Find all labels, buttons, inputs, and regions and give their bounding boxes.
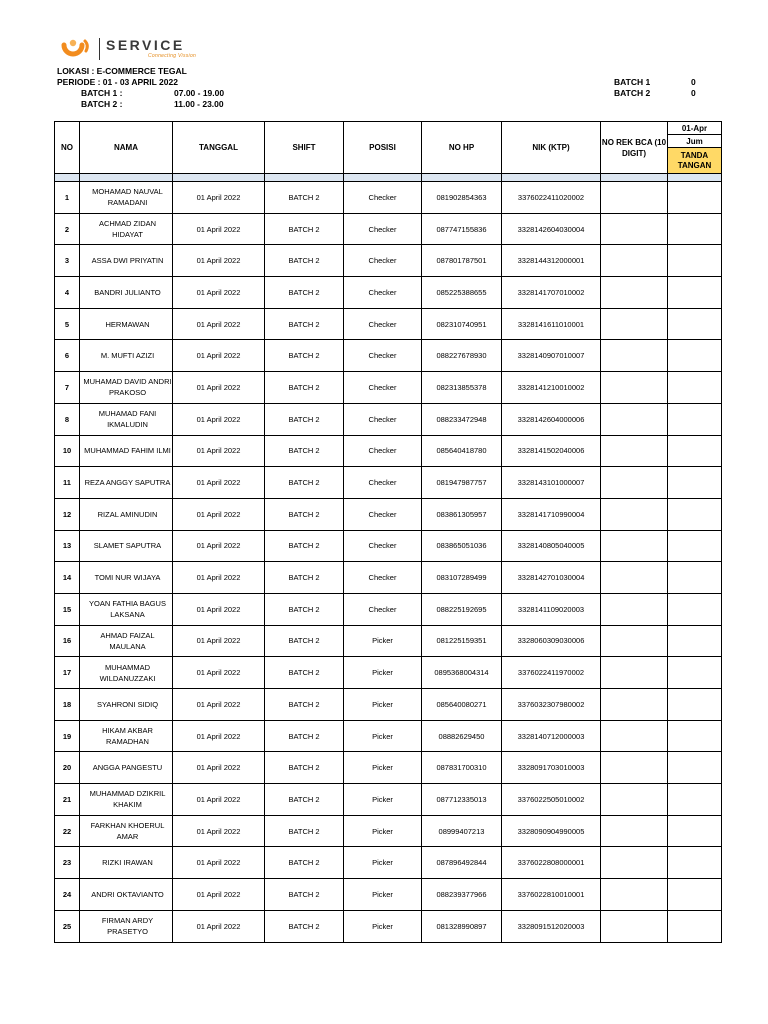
row-no-hp: 088233472948 <box>422 403 502 435</box>
row-no: 6 <box>55 340 80 372</box>
row-nik: 3328090904990005 <box>502 815 601 847</box>
row-no: 16 <box>55 625 80 657</box>
row-nama: ASSA DWI PRIYATIN <box>80 245 173 277</box>
row-no-hp: 085640418780 <box>422 435 502 467</box>
row-tanggal: 01 April 2022 <box>173 530 265 562</box>
row-posisi: Checker <box>344 403 422 435</box>
batch1-label: BATCH 1 : <box>81 88 123 98</box>
row-no: 2 <box>55 213 80 245</box>
row-shift: BATCH 2 <box>265 340 344 372</box>
row-no-hp: 087831700310 <box>422 752 502 784</box>
table-row <box>55 372 722 404</box>
row-no-hp: 088239377966 <box>422 879 502 911</box>
row-tanggal: 01 April 2022 <box>173 467 265 499</box>
row-tanggal: 01 April 2022 <box>173 625 265 657</box>
row-tanggal: 01 April 2022 <box>173 689 265 721</box>
row-nik: 3328142604030004 <box>502 213 601 245</box>
row-no-rek <box>601 910 668 942</box>
row-nik: 3328091512020003 <box>502 910 601 942</box>
row-nik: 3376022505010002 <box>502 784 601 816</box>
row-no-hp: 081225159351 <box>422 625 502 657</box>
row-nama: TOMI NUR WIJAYA <box>80 562 173 594</box>
row-no-rek <box>601 815 668 847</box>
row-tanda-tangan <box>668 340 722 372</box>
col-header-no-rek: NO REK BCA (10 DIGIT) <box>601 122 668 174</box>
row-no: 5 <box>55 308 80 340</box>
row-no-hp: 081947987757 <box>422 467 502 499</box>
row-nik: 3328140805040005 <box>502 530 601 562</box>
row-no-rek <box>601 530 668 562</box>
row-shift: BATCH 2 <box>265 530 344 562</box>
batch1-time: 07.00 - 19.00 <box>174 88 225 98</box>
row-posisi: Picker <box>344 815 422 847</box>
col-header-shift: SHIFT <box>265 122 344 174</box>
row-shift: BATCH 2 <box>265 498 344 530</box>
row-posisi: Picker <box>344 879 422 911</box>
summary-batch1-value: 0 <box>691 77 696 87</box>
summary-batch2-label: BATCH 2 <box>614 88 651 98</box>
row-tanda-tangan <box>668 593 722 625</box>
row-nama: MUHAMAD FANI IKMALUDIN <box>80 403 173 435</box>
periode-label: PERIODE : 01 - 03 APRIL 2022 <box>57 77 178 87</box>
row-tanda-tangan <box>668 467 722 499</box>
row-tanda-tangan <box>668 879 722 911</box>
row-no-hp: 081902854363 <box>422 182 502 214</box>
table-row <box>55 277 722 309</box>
col-header-date: 01-Apr <box>668 122 722 135</box>
row-tanda-tangan <box>668 625 722 657</box>
row-no-rek <box>601 879 668 911</box>
row-shift: BATCH 2 <box>265 625 344 657</box>
row-tanda-tangan <box>668 213 722 245</box>
row-tanggal: 01 April 2022 <box>173 213 265 245</box>
row-tanda-tangan <box>668 403 722 435</box>
table-row <box>55 562 722 594</box>
row-nama: M. MUFTI AZIZI <box>80 340 173 372</box>
row-no-hp: 087896492844 <box>422 847 502 879</box>
row-posisi: Picker <box>344 689 422 721</box>
row-nama: MOHAMAD NAUVAL RAMADANI <box>80 182 173 214</box>
col-header-nama: NAMA <box>80 122 173 174</box>
row-no-hp: 088225192695 <box>422 593 502 625</box>
table-row <box>55 784 722 816</box>
row-posisi: Picker <box>344 720 422 752</box>
row-tanggal: 01 April 2022 <box>173 498 265 530</box>
row-nik: 3328142604000006 <box>502 403 601 435</box>
row-tanggal: 01 April 2022 <box>173 372 265 404</box>
row-nama: MUHAMMAD FAHIM ILMI <box>80 435 173 467</box>
row-no-hp: 083865051036 <box>422 530 502 562</box>
table-row <box>55 593 722 625</box>
row-no-rek <box>601 498 668 530</box>
row-shift: BATCH 2 <box>265 847 344 879</box>
row-tanda-tangan <box>668 182 722 214</box>
row-tanda-tangan <box>668 308 722 340</box>
table-row <box>55 182 722 214</box>
row-posisi: Picker <box>344 752 422 784</box>
row-nama: FARKHAN KHOERUL AMAR <box>80 815 173 847</box>
row-nama: MUHAMMAD DZIKRIL KHAKIM <box>80 784 173 816</box>
row-posisi: Checker <box>344 467 422 499</box>
row-nama: REZA ANGGY SAPUTRA <box>80 467 173 499</box>
row-no-rek <box>601 467 668 499</box>
row-no-hp: 08882629450 <box>422 720 502 752</box>
table-row <box>55 720 722 752</box>
row-nik: 3376022810010001 <box>502 879 601 911</box>
row-shift: BATCH 2 <box>265 213 344 245</box>
table-row <box>55 815 722 847</box>
row-tanggal: 01 April 2022 <box>173 182 265 214</box>
row-no-hp: 085640080271 <box>422 689 502 721</box>
row-nik: 3328141707010002 <box>502 277 601 309</box>
row-tanda-tangan <box>668 245 722 277</box>
row-no-hp: 083107289499 <box>422 562 502 594</box>
row-no: 20 <box>55 752 80 784</box>
row-tanggal: 01 April 2022 <box>173 593 265 625</box>
row-no-hp: 08999407213 <box>422 815 502 847</box>
row-shift: BATCH 2 <box>265 562 344 594</box>
row-shift: BATCH 2 <box>265 467 344 499</box>
row-shift: BATCH 2 <box>265 815 344 847</box>
row-no-rek <box>601 182 668 214</box>
row-tanggal: 01 April 2022 <box>173 435 265 467</box>
row-shift: BATCH 2 <box>265 784 344 816</box>
row-no-rek <box>601 689 668 721</box>
logo-brand-text: SERVICE <box>106 37 185 53</box>
row-nik: 3376022411970002 <box>502 657 601 689</box>
row-tanda-tangan <box>668 562 722 594</box>
table-row <box>55 435 722 467</box>
row-posisi: Checker <box>344 562 422 594</box>
row-tanda-tangan <box>668 720 722 752</box>
row-tanggal: 01 April 2022 <box>173 340 265 372</box>
row-tanggal: 01 April 2022 <box>173 562 265 594</box>
row-tanggal: 01 April 2022 <box>173 784 265 816</box>
row-shift: BATCH 2 <box>265 689 344 721</box>
row-nama: ANDRI OKTAVIANTO <box>80 879 173 911</box>
row-tanda-tangan <box>668 752 722 784</box>
row-no-rek <box>601 277 668 309</box>
row-no: 11 <box>55 467 80 499</box>
row-nik: 3376032307980002 <box>502 689 601 721</box>
row-nik: 3328140907010007 <box>502 340 601 372</box>
row-no-rek <box>601 340 668 372</box>
company-logo <box>58 36 238 66</box>
col-header-posisi: POSISI <box>344 122 422 174</box>
table-row <box>55 498 722 530</box>
row-no: 25 <box>55 910 80 942</box>
row-posisi: Checker <box>344 213 422 245</box>
row-tanda-tangan <box>668 784 722 816</box>
row-no-hp: 0895368004314 <box>422 657 502 689</box>
row-no-rek <box>601 657 668 689</box>
row-shift: BATCH 2 <box>265 277 344 309</box>
table-row <box>55 657 722 689</box>
col-header-day: Jum <box>668 135 722 148</box>
row-tanda-tangan <box>668 498 722 530</box>
row-no: 8 <box>55 403 80 435</box>
row-no-rek <box>601 372 668 404</box>
row-no-rek <box>601 562 668 594</box>
summary-batch1-label: BATCH 1 <box>614 77 651 87</box>
row-tanggal: 01 April 2022 <box>173 879 265 911</box>
row-tanda-tangan <box>668 815 722 847</box>
logo-divider <box>99 38 100 60</box>
row-posisi: Picker <box>344 784 422 816</box>
row-no-rek <box>601 435 668 467</box>
row-no-rek <box>601 245 668 277</box>
row-posisi: Checker <box>344 340 422 372</box>
table-row <box>55 340 722 372</box>
row-tanggal: 01 April 2022 <box>173 752 265 784</box>
row-nik: 3328060309030006 <box>502 625 601 657</box>
col-header-tanggal: TANGGAL <box>173 122 265 174</box>
row-shift: BATCH 2 <box>265 720 344 752</box>
row-no: 1 <box>55 182 80 214</box>
row-no: 14 <box>55 562 80 594</box>
row-no: 10 <box>55 435 80 467</box>
row-no-hp: 087712335013 <box>422 784 502 816</box>
col-header-tanda-tangan: TANDA TANGAN <box>668 148 722 174</box>
row-nik: 3328142701030004 <box>502 562 601 594</box>
row-no-rek <box>601 847 668 879</box>
table-row <box>55 245 722 277</box>
row-nama: HERMAWAN <box>80 308 173 340</box>
row-nama: FIRMAN ARDY PRASETYO <box>80 910 173 942</box>
attendance-table-body <box>55 182 722 943</box>
row-nik: 3328141210010002 <box>502 372 601 404</box>
row-shift: BATCH 2 <box>265 245 344 277</box>
row-shift: BATCH 2 <box>265 435 344 467</box>
row-nama: HIKAM AKBAR RAMADHAN <box>80 720 173 752</box>
table-row <box>55 308 722 340</box>
logo-mark-icon <box>58 36 98 64</box>
row-nama: ANGGA PANGESTU <box>80 752 173 784</box>
row-tanda-tangan <box>668 530 722 562</box>
row-nama: BANDRI JULIANTO <box>80 277 173 309</box>
row-shift: BATCH 2 <box>265 593 344 625</box>
row-no-hp: 087801787501 <box>422 245 502 277</box>
row-tanggal: 01 April 2022 <box>173 245 265 277</box>
row-no-hp: 083861305957 <box>422 498 502 530</box>
row-posisi: Checker <box>344 182 422 214</box>
col-header-no: NO <box>55 122 80 174</box>
row-nik: 3328141502040006 <box>502 435 601 467</box>
row-nama: RIZAL AMINUDIN <box>80 498 173 530</box>
row-no-hp: 082313855378 <box>422 372 502 404</box>
row-tanggal: 01 April 2022 <box>173 847 265 879</box>
row-nik: 3376022411020002 <box>502 182 601 214</box>
row-posisi: Picker <box>344 657 422 689</box>
row-posisi: Checker <box>344 308 422 340</box>
row-posisi: Picker <box>344 847 422 879</box>
col-header-nik: NIK (KTP) <box>502 122 601 174</box>
row-no-rek <box>601 403 668 435</box>
row-no-rek <box>601 593 668 625</box>
row-no: 21 <box>55 784 80 816</box>
row-no: 7 <box>55 372 80 404</box>
row-tanda-tangan <box>668 910 722 942</box>
row-nik: 3328143101000007 <box>502 467 601 499</box>
row-no-rek <box>601 308 668 340</box>
table-row <box>55 752 722 784</box>
row-posisi: Checker <box>344 498 422 530</box>
row-nik: 3328141710990004 <box>502 498 601 530</box>
batch2-label: BATCH 2 : <box>81 99 123 109</box>
row-no-hp: 088227678930 <box>422 340 502 372</box>
row-no-hp: 081328990897 <box>422 910 502 942</box>
row-shift: BATCH 2 <box>265 657 344 689</box>
row-no: 22 <box>55 815 80 847</box>
row-nik: 3328140712000003 <box>502 720 601 752</box>
row-no: 18 <box>55 689 80 721</box>
table-row <box>55 910 722 942</box>
row-posisi: Picker <box>344 625 422 657</box>
row-no: 24 <box>55 879 80 911</box>
row-no: 13 <box>55 530 80 562</box>
row-nik: 3376022808000001 <box>502 847 601 879</box>
row-posisi: Checker <box>344 245 422 277</box>
row-nik: 3328141611010001 <box>502 308 601 340</box>
row-nama: MUHAMMAD WILDANUZZAKI <box>80 657 173 689</box>
row-shift: BATCH 2 <box>265 308 344 340</box>
row-no: 15 <box>55 593 80 625</box>
table-row <box>55 847 722 879</box>
table-row <box>55 530 722 562</box>
row-tanggal: 01 April 2022 <box>173 277 265 309</box>
table-row <box>55 689 722 721</box>
table-row <box>55 625 722 657</box>
batch2-time: 11.00 - 23.00 <box>174 99 224 109</box>
row-nama: SLAMET SAPUTRA <box>80 530 173 562</box>
row-tanggal: 01 April 2022 <box>173 815 265 847</box>
row-tanggal: 01 April 2022 <box>173 910 265 942</box>
row-tanda-tangan <box>668 657 722 689</box>
row-posisi: Checker <box>344 530 422 562</box>
row-tanggal: 01 April 2022 <box>173 657 265 689</box>
row-nik: 3328144312000001 <box>502 245 601 277</box>
row-no-rek <box>601 752 668 784</box>
row-shift: BATCH 2 <box>265 403 344 435</box>
row-posisi: Checker <box>344 372 422 404</box>
lokasi-label: LOKASI : E-COMMERCE TEGAL <box>57 66 187 76</box>
row-nik: 3328091703010003 <box>502 752 601 784</box>
row-no-rek <box>601 625 668 657</box>
attendance-table <box>54 121 722 943</box>
row-no-rek <box>601 213 668 245</box>
row-posisi: Checker <box>344 277 422 309</box>
row-posisi: Checker <box>344 435 422 467</box>
row-nama: RIZKI IRAWAN <box>80 847 173 879</box>
row-shift: BATCH 2 <box>265 879 344 911</box>
row-no: 23 <box>55 847 80 879</box>
row-no-rek <box>601 784 668 816</box>
row-no-hp: 085225388655 <box>422 277 502 309</box>
row-shift: BATCH 2 <box>265 752 344 784</box>
row-tanda-tangan <box>668 847 722 879</box>
row-posisi: Picker <box>344 910 422 942</box>
row-nama: YOAN FATHIA BAGUS LAKSANA <box>80 593 173 625</box>
row-shift: BATCH 2 <box>265 372 344 404</box>
row-no: 3 <box>55 245 80 277</box>
row-nama: MUHAMAD DAVID ANDRI PRAKOSO <box>80 372 173 404</box>
row-nama: ACHMAD ZIDAN HIDAYAT <box>80 213 173 245</box>
row-tanggal: 01 April 2022 <box>173 308 265 340</box>
row-tanggal: 01 April 2022 <box>173 720 265 752</box>
row-shift: BATCH 2 <box>265 910 344 942</box>
row-no-hp: 087747155836 <box>422 213 502 245</box>
row-posisi: Checker <box>344 593 422 625</box>
row-nik: 3328141109020003 <box>502 593 601 625</box>
row-tanda-tangan <box>668 689 722 721</box>
table-row <box>55 403 722 435</box>
row-tanda-tangan <box>668 435 722 467</box>
row-nama: SYAHRONI SIDIQ <box>80 689 173 721</box>
row-no-hp: 082310740951 <box>422 308 502 340</box>
row-no-rek <box>601 720 668 752</box>
row-tanda-tangan <box>668 277 722 309</box>
table-row <box>55 213 722 245</box>
row-nama: AHMAD FAIZAL MAULANA <box>80 625 173 657</box>
row-no: 19 <box>55 720 80 752</box>
row-tanda-tangan <box>668 372 722 404</box>
summary-batch2-value: 0 <box>691 88 696 98</box>
row-no: 12 <box>55 498 80 530</box>
row-tanggal: 01 April 2022 <box>173 403 265 435</box>
row-no: 4 <box>55 277 80 309</box>
logo-tagline: Connecting Vission <box>148 53 197 59</box>
table-row <box>55 879 722 911</box>
header-spacer-row <box>55 174 722 182</box>
table-row <box>55 467 722 499</box>
row-shift: BATCH 2 <box>265 182 344 214</box>
row-no: 17 <box>55 657 80 689</box>
col-header-no-hp: NO HP <box>422 122 502 174</box>
